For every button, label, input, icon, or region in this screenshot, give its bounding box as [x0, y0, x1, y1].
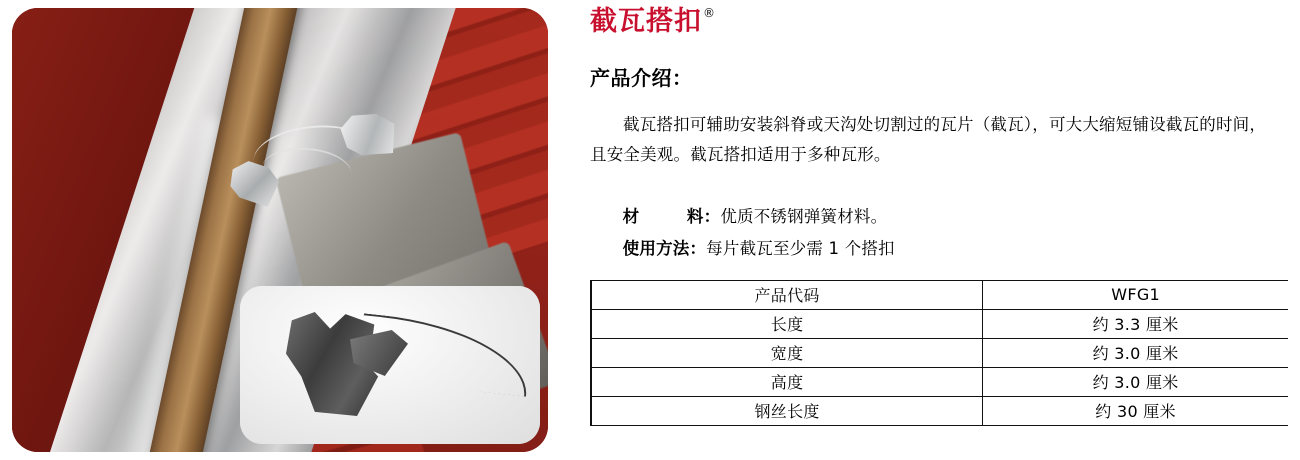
table-cell-name: 长度 [591, 310, 983, 339]
table-cell-value: 约 3.0 厘米 [983, 339, 1288, 368]
table-row [591, 368, 1288, 397]
table-row [591, 339, 1288, 368]
table-cell-name: 宽度 [591, 339, 983, 368]
spec-table [590, 280, 1288, 426]
product-description: 截瓦搭扣可辅助安装斜脊或天沟处切割过的瓦片（截瓦），可大大缩短铺设截瓦的时间，且安全美观。截瓦搭扣适用于多种瓦形。 [590, 115, 1267, 164]
table-row [591, 281, 1288, 310]
spec-usage-value: 每片截瓦至少需 1 个搭扣 [706, 239, 895, 258]
product-info-column [590, 0, 1290, 460]
spec-table-wrapper [590, 280, 1288, 426]
section-heading: 产品介绍： [590, 66, 693, 90]
registered-trademark-icon: ® [703, 6, 715, 20]
spec-material-label: 材 料： [622, 207, 721, 226]
spec-usage [590, 210, 895, 288]
spec-usage-label: 使用方法： [622, 239, 707, 258]
table-row [591, 397, 1288, 426]
table-cell-name: 产品代码 [591, 281, 983, 310]
table-row [591, 310, 1288, 339]
table-cell-name: 高度 [591, 368, 983, 397]
table-cell-value: WFG1 [983, 281, 1288, 310]
main-product-photo [12, 8, 548, 452]
inset-product-closeup [240, 286, 540, 444]
table-cell-value: 约 3.3 厘米 [983, 310, 1288, 339]
table-cell-name: 钢丝长度 [591, 397, 983, 426]
spec-material-value: 优质不锈钢弹簧材料。 [720, 207, 888, 226]
product-title-row [590, 8, 715, 35]
table-cell-value: 约 3.0 厘米 [983, 368, 1288, 397]
page-title: 截瓦搭扣 [590, 6, 702, 37]
table-cell-value: 约 30 厘米 [983, 397, 1288, 426]
